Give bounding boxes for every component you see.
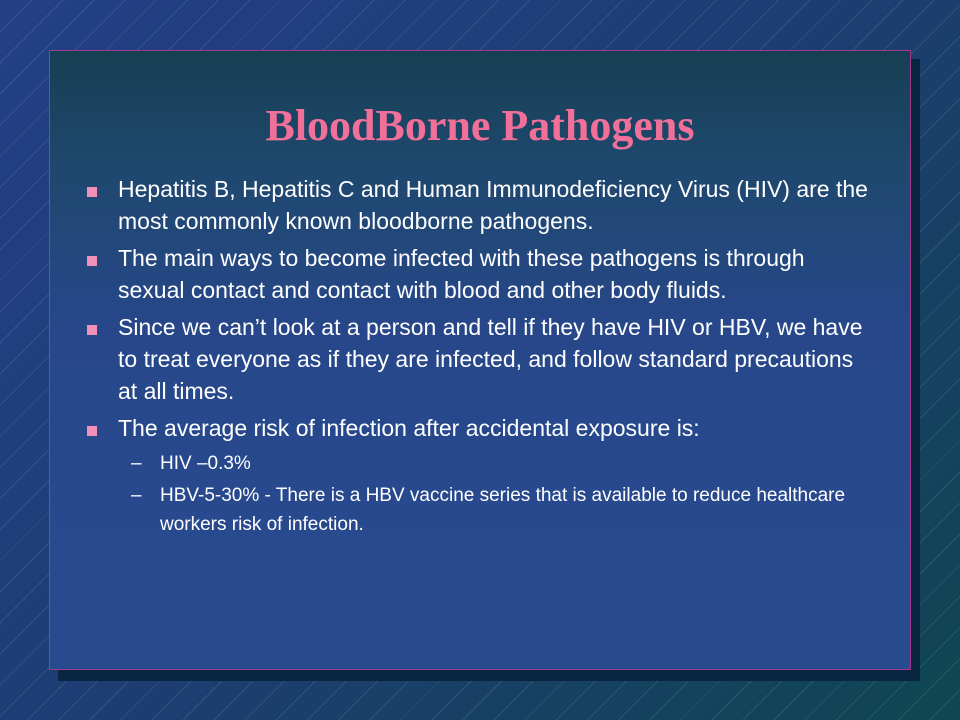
bullet-text: The average risk of infection after accidental exposure is: [118, 415, 700, 441]
bullet-text: The main ways to become infected with these pathogens is through sexual contact and contact with blood and other body fluids. [118, 245, 805, 303]
bullet-item [86, 242, 876, 306]
bullet-item [86, 412, 876, 444]
sub-item [86, 481, 876, 539]
sub-item [86, 449, 876, 478]
dash-marker: – [131, 453, 142, 474]
square-bullet-icon [87, 426, 97, 436]
square-bullet-icon [87, 256, 97, 266]
sub-item-text: HBV-5-30% - There is a HBV vaccine series that is available to reduce healthcare workers risk of infection. [160, 485, 846, 535]
bullet-item [86, 311, 876, 407]
sub-item-text: HIV –0.3% [160, 453, 251, 474]
square-bullet-icon [87, 187, 97, 197]
bullet-item [86, 173, 876, 237]
dash-marker: – [131, 485, 142, 506]
bullet-text: Since we can’t look at a person and tell if they have HIV or HBV, we have to treat everyone as if they are infected, and follow standard precautions at all times. [118, 314, 863, 404]
bullet-text: Hepatitis B, Hepatitis C and Human Immunodeficiency Virus (HIV) are the most commonly known bloodborne pathogens. [118, 176, 868, 234]
slide-title: BloodBorne Pathogens [265, 101, 695, 150]
square-bullet-icon [87, 325, 97, 335]
bullet-list [86, 173, 876, 539]
